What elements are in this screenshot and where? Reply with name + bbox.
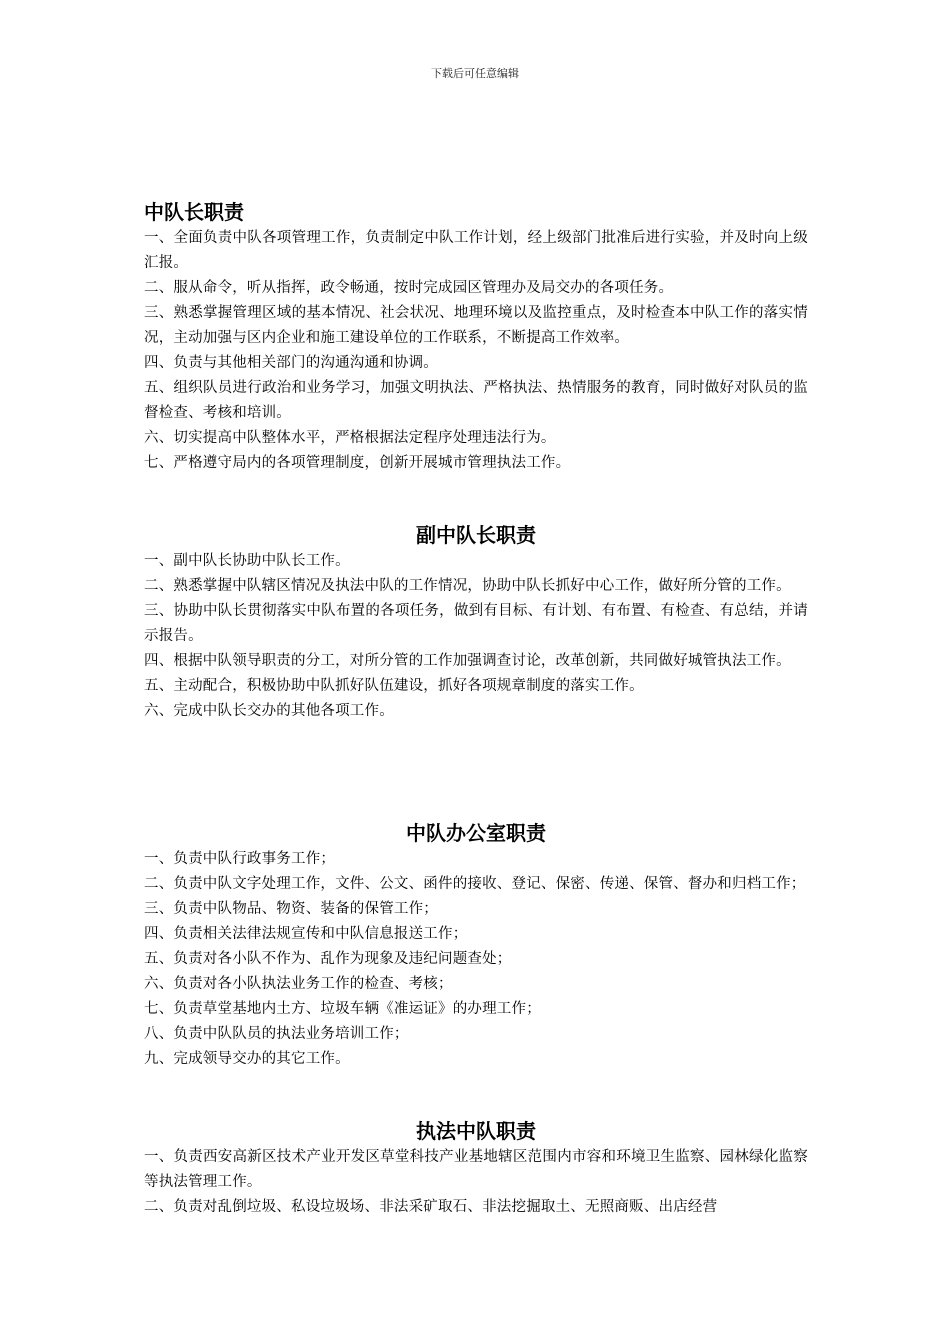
duty-item: 五、主动配合，积极协助中队抓好队伍建设，抓好各项规章制度的落实工作。 [144,678,644,694]
section-title: 副中队长职责 [416,523,536,547]
duty-item: 一、负责中队行政事务工作； [144,851,336,867]
duty-item: 二、熟悉掌握中队辖区情况及执法中队的工作情况，协助中队长抓好中心工作，做好所分管的工作。 [144,578,791,594]
duty-item: 六、完成中队长交办的其他各项工作。 [144,703,394,719]
duty-item: 一、负责西安高新区技术产业开发区草堂科技产业基地辖区范围内市容和环境卫生监察、园林绿化监察等执法管理工作。 [144,1149,808,1190]
duty-item: 五、负责对各小队不作为、乱作为现象及违纪问题查处； [144,951,512,967]
duty-item: 二、负责对乱倒垃圾、私设垃圾场、非法采矿取石、非法挖掘取土、无照商贩、出店经营 [144,1199,718,1215]
duty-item: 六、负责对各小队执法业务工作的检查、考核； [144,976,453,992]
duty-item: 五、组织队员进行政治和业务学习，加强文明执法、严格执法、热情服务的教育，同时做好对队员的监督检查、考核和培训。 [144,380,808,421]
duty-item: 一、全面负责中队各项管理工作，负责制定中队工作计划，经上级部门批准后进行实验，并及时向上级汇报。 [144,230,808,271]
section-title: 中队长职责 [144,200,244,224]
duty-item: 七、负责草堂基地内土方、垃圾车辆《准运证》的办理工作； [144,1001,541,1017]
section-squad-office [144,819,808,1072]
duty-item: 四、负责与其他相关部门的沟通沟通和协调。 [144,355,438,371]
section-title: 中队办公室职责 [406,821,546,845]
duty-list [144,1145,808,1220]
duty-item: 三、负责中队物品、物资、装备的保管工作； [144,901,438,917]
duty-list [144,847,808,1072]
duty-item: 九、完成领导交办的其它工作。 [144,1051,350,1067]
duty-item: 四、根据中队领导职责的分工，对所分管的工作加强调查讨论，改革创新，共同做好城管执法工作。 [144,653,791,669]
duty-item: 三、熟悉掌握管理区域的基本情况、社会状况、地理环境以及监控重点，及时检查本中队工作的落实情况，主动加强与区内企业和施工建设单位的工作联系，不断提高工作效率。 [144,305,808,346]
duty-item: 七、严格遵守局内的各项管理制度，创新开展城市管理执法工作。 [144,455,571,471]
duty-item: 二、负责中队文字处理工作，文件、公文、函件的接收、登记、保密、传递、保管、督办和归档工作； [144,876,806,892]
duty-item: 三、协助中队长贯彻落实中队布置的各项任务，做到有目标、有计划、有布置、有检查、有总结，并请示报告。 [144,603,808,644]
header-note: 下载后可任意编辑 [431,67,519,80]
duty-item: 四、负责相关法律法规宣传和中队信息报送工作； [144,926,468,942]
duty-item: 八、负责中队队员的执法业务培训工作； [144,1026,409,1042]
duty-item: 二、服从命令，听从指挥，政令畅通，按时完成园区管理办及局交办的各项任务。 [144,280,674,296]
section-enforcement-squad [144,1117,808,1220]
section-squad-leader [144,198,808,476]
duty-item: 一、副中队长协助中队长工作。 [144,553,350,569]
duty-item: 六、切实提高中队整体水平，严格根据法定程序处理违法行为。 [144,430,556,446]
duty-list [144,549,808,724]
section-deputy-squad-leader [144,521,808,724]
section-title: 执法中队职责 [416,1119,536,1143]
duty-list [144,226,808,476]
